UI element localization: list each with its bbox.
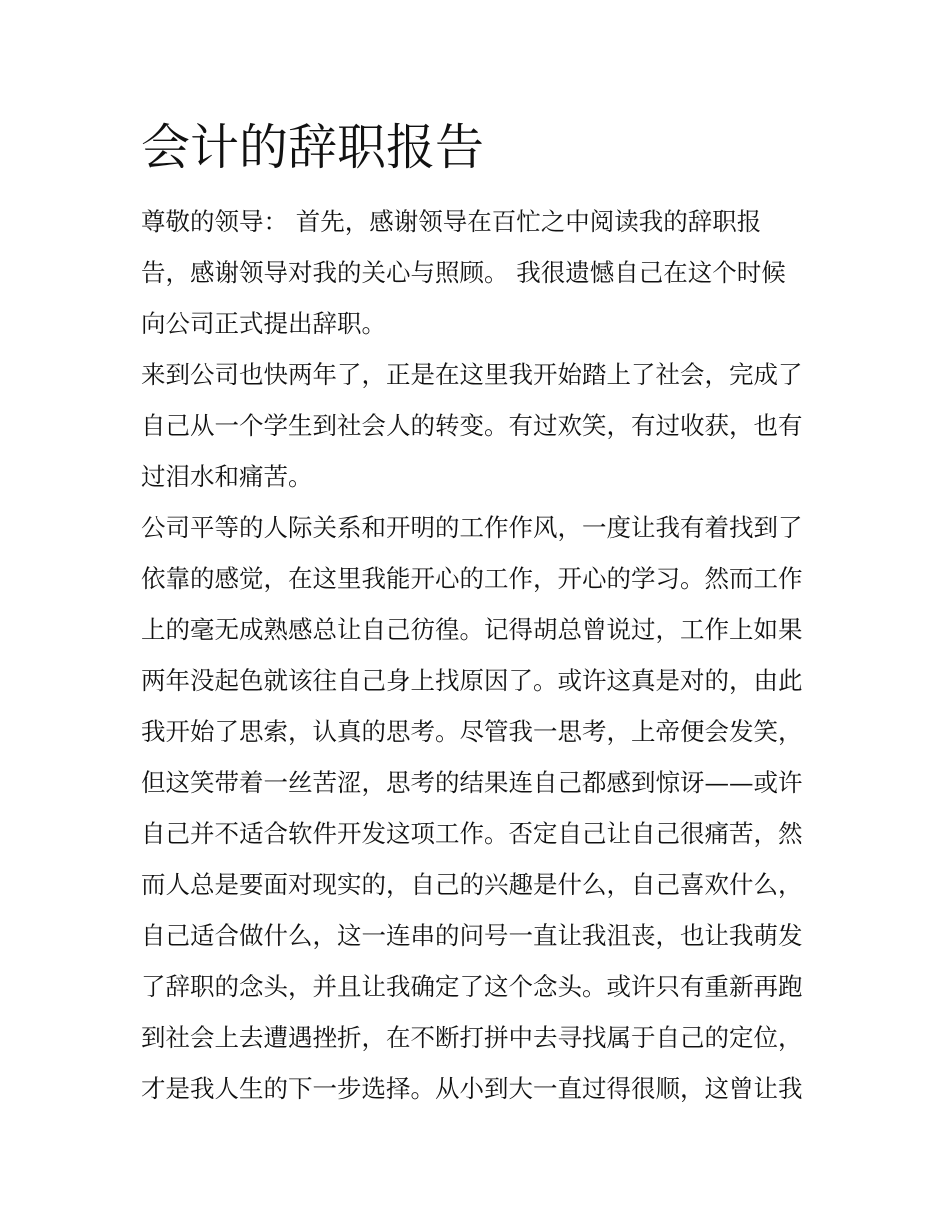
text-line: 过泪水和痛苦。 [141, 462, 313, 491]
text-line: 两年没起色就该往自己身上找原因了。或许这真是对的，由此 [141, 666, 803, 695]
text-line: 到社会上去遭遇挫折，在不断打拼中去寻找属于自己的定位， [141, 1023, 803, 1052]
text-line: 依靠的感觉，在这里我能开心的工作，开心的学习。然而工作 [141, 564, 803, 593]
paragraph-reflection [141, 502, 821, 1114]
text-line: 公司平等的人际关系和开明的工作作风，一度让我有着找到了 [141, 513, 803, 542]
paragraph-greeting [141, 196, 821, 349]
text-line: 自己从一个学生到社会人的转变。有过欢笑，有过收获，也有 [141, 411, 803, 440]
document-body [141, 196, 821, 1114]
text-line: 才是我人生的下一步选择。从小到大一直过得很顺，这曾让我 [141, 1074, 803, 1103]
text-line: 但这笑带着一丝苦涩，思考的结果连自己都感到惊讶——或许 [141, 768, 803, 797]
text-line: 而人总是要面对现实的，自己的兴趣是什么，自己喜欢什么， [141, 870, 803, 899]
text-line: 告，感谢领导对我的关心与照顾。 我很遗憾自己在这个时候 [141, 258, 786, 287]
text-line: 自己适合做什么，这一连串的问号一直让我沮丧，也让我萌发 [141, 921, 803, 950]
text-line: 尊敬的领导： 首先，感谢领导在百忙之中阅读我的辞职报 [141, 207, 762, 236]
text-line: 我开始了思索，认真的思考。尽管我一思考，上帝便会发笑， [141, 717, 803, 746]
document-title: 会计的辞职报告 [141, 119, 485, 176]
text-line: 上的毫无成熟感总让自己彷徨。记得胡总曾说过，工作上如果 [141, 615, 803, 644]
text-line: 向公司正式提出辞职。 [141, 309, 386, 338]
text-line: 自己并不适合软件开发这项工作。否定自己让自己很痛苦，然 [141, 819, 803, 848]
text-line: 了辞职的念头，并且让我确定了这个念头。或许只有重新再跑 [141, 972, 803, 1001]
paragraph-two-years [141, 349, 821, 502]
text-line: 来到公司也快两年了，正是在这里我开始踏上了社会，完成了 [141, 360, 803, 389]
